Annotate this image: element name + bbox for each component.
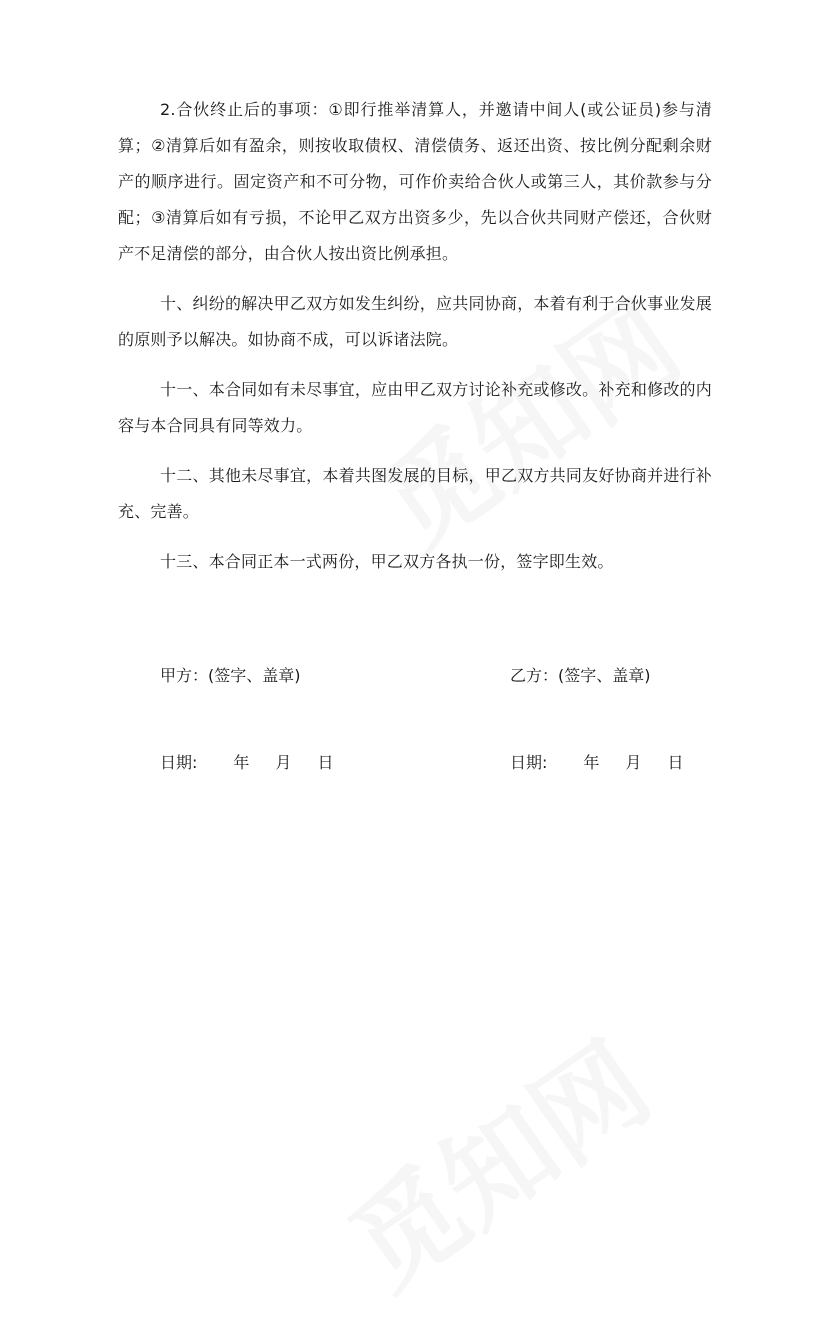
date-label: 日期: [160,753,198,772]
date-label: 日期: [510,753,548,772]
date-day: 日 [317,753,334,772]
document-body [118,92,712,594]
party-b-date [510,751,683,775]
watermark [315,1000,676,1318]
paragraph-termination-matters: 2.合伙终止后的事项：①即行推举清算人，并邀请中间人(或公证员)参与清算；②清算后如有盈余，则按收取债权、清偿债务、返还出资、按比例分配剩余财产的顺序进行。固定资产和不可分物，可作价卖给合伙人或第三人，其价款参与分配；③清算后如有亏损，不论甲乙双方出资多少，先以合伙共同财产偿还，合伙财产不足清偿的部分，由合伙人按出资比例承担。 [118,100,712,263]
paragraph-other-matters: 十二、其他未尽事宜，本着共图发展的目标，甲乙双方共同友好协商并进行补充、完善。 [118,466,712,521]
paragraph-supplements: 十一、本合同如有未尽事宜，应由甲乙双方讨论补充或修改。补充和修改的内容与本合同具有同等效力。 [118,380,712,435]
paragraph-dispute-resolution: 十、纠纷的解决甲乙双方如发生纠纷，应共同协商，本着有利于合伙事业发展的原则予以解决。如协商不成，可以诉诸法院。 [118,294,712,349]
paragraph-copies: 十三、本合同正本一式两份，甲乙双方各执一份，签字即生效。 [160,552,614,571]
party-a-date [160,751,333,775]
date-month: 月 [625,753,642,772]
date-year: 年 [583,753,600,772]
party-a-signature: 甲方：(签字、盖章) [160,666,301,685]
date-day: 日 [667,753,684,772]
date-year: 年 [233,753,250,772]
date-month: 月 [275,753,292,772]
party-b-signature: 乙方：(签字、盖章) [510,666,651,685]
